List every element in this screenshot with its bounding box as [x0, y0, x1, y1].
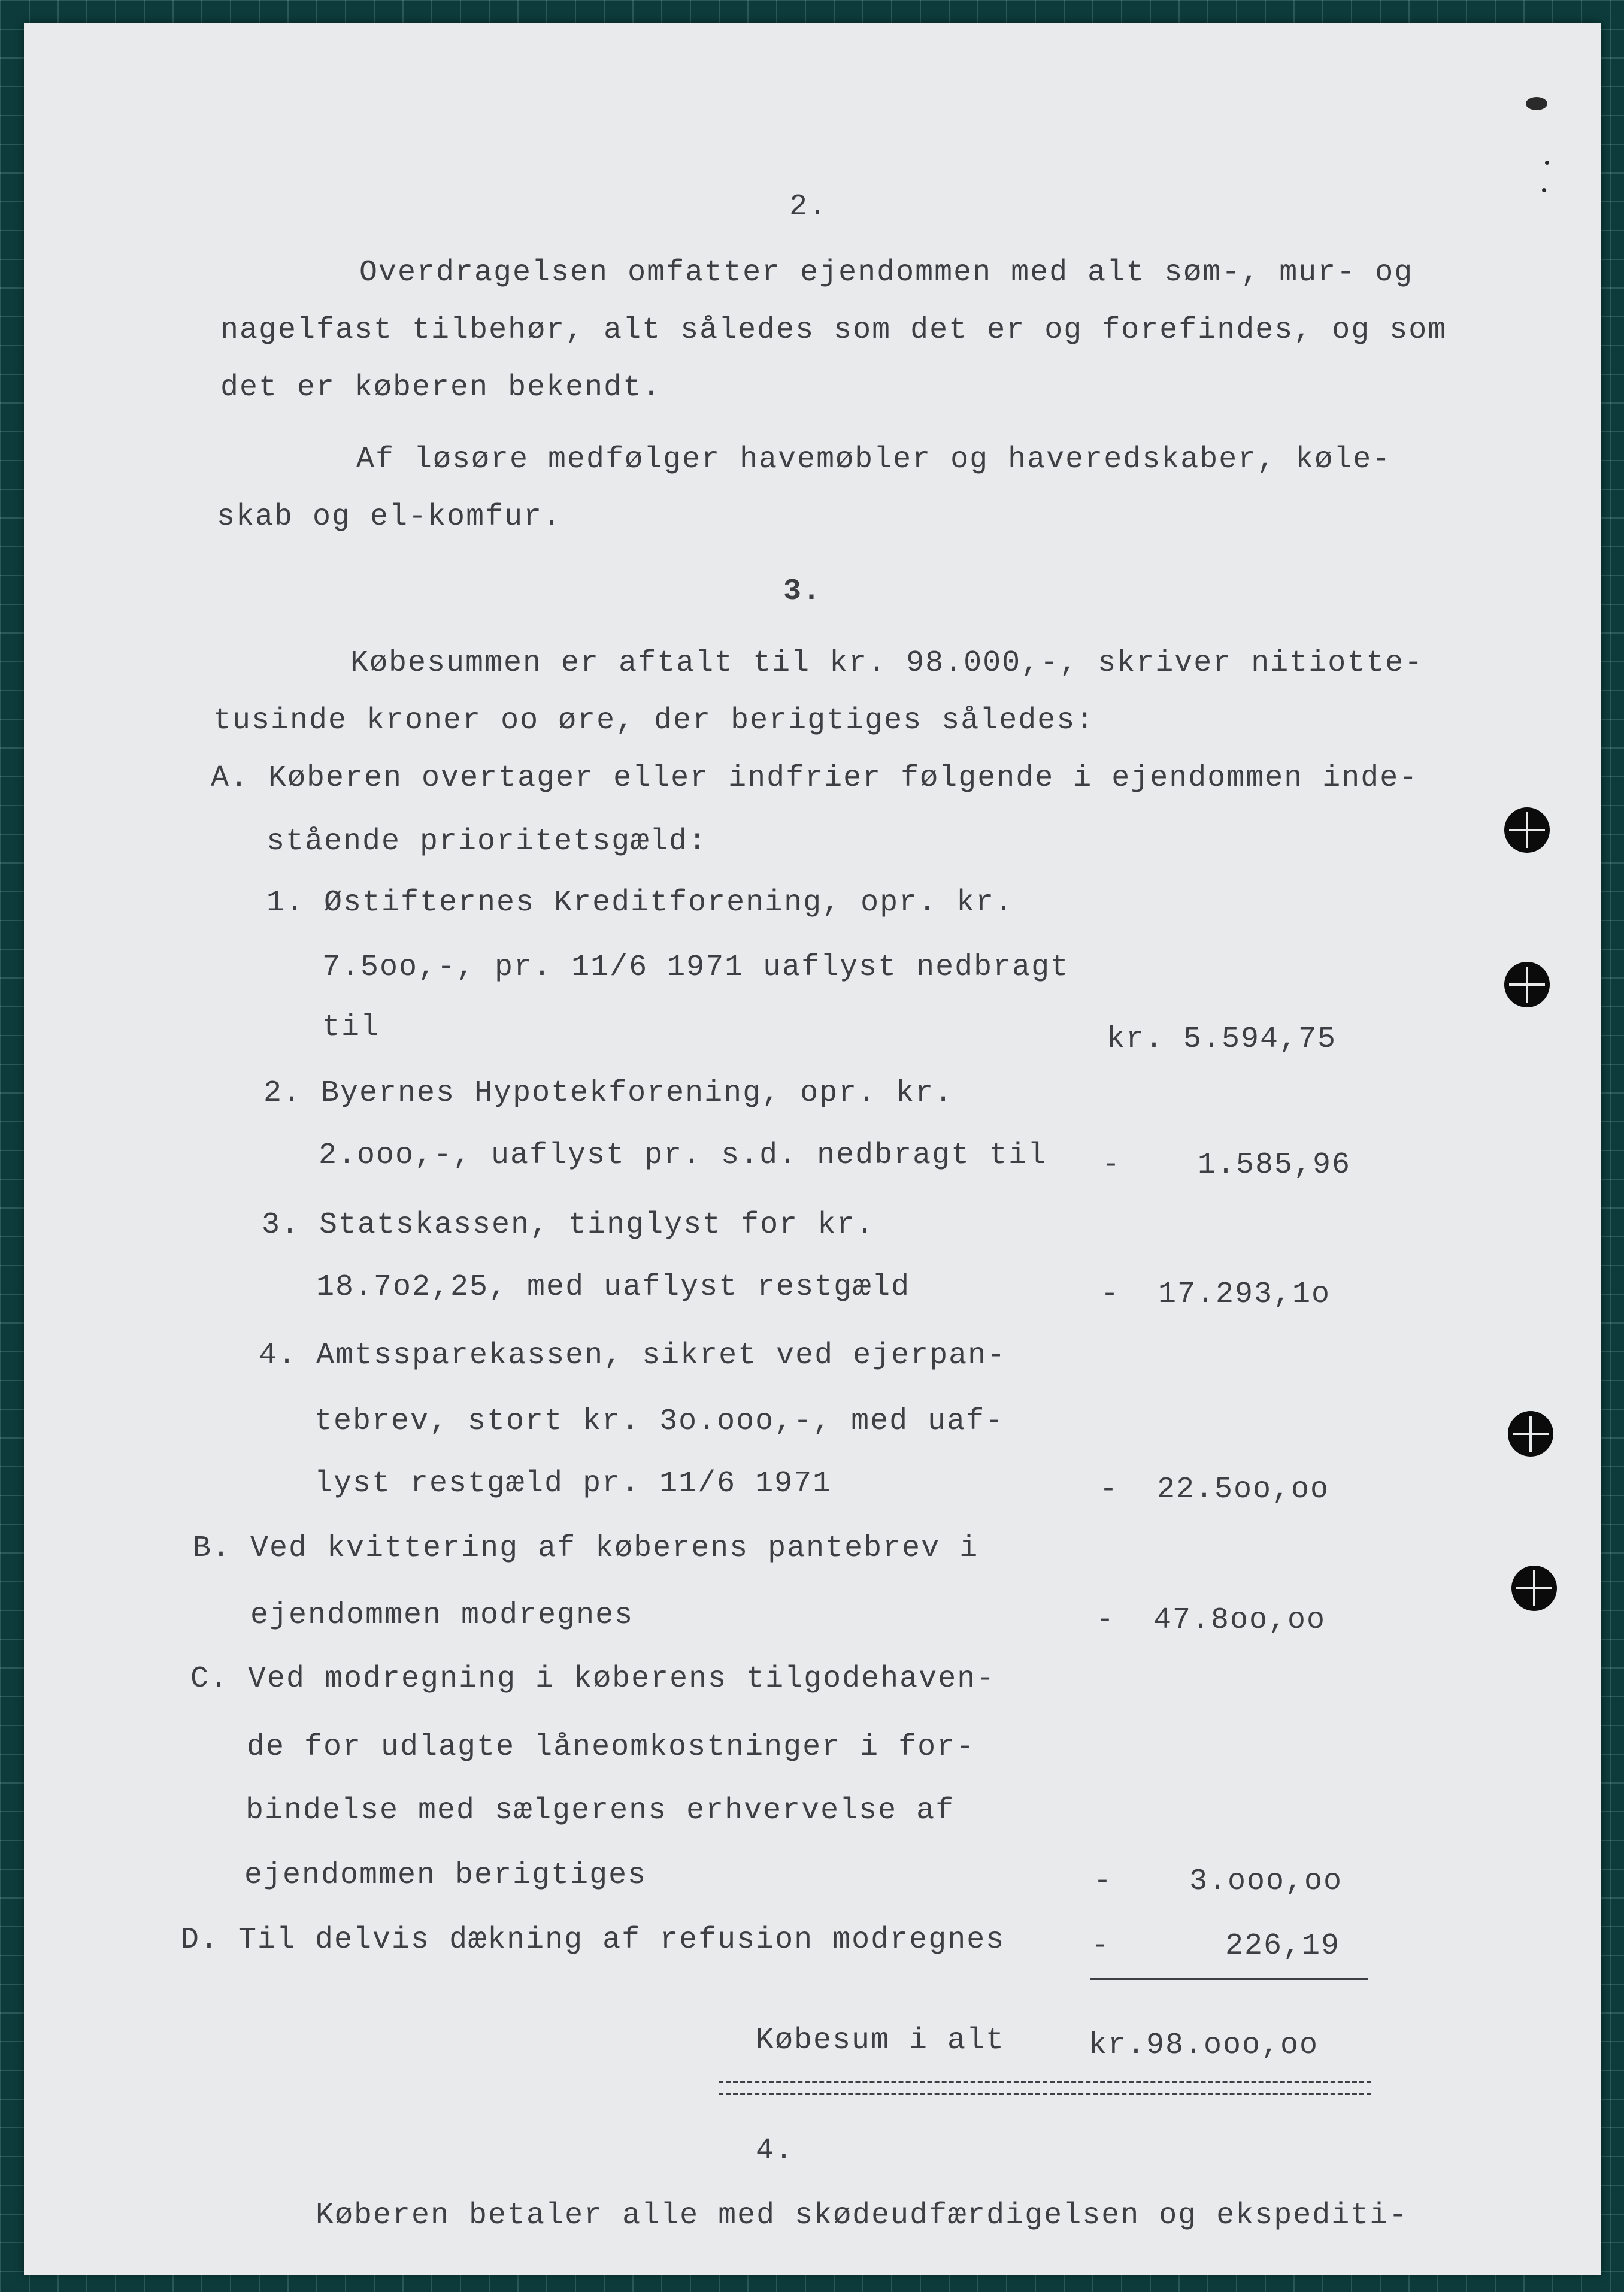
item-b-line1: B. Ved kvittering af køberens pantebrev i	[193, 1531, 979, 1566]
amount-c: - 3.ooo,oo	[1093, 1864, 1343, 1899]
sub4-line3: lyst restgæld pr. 11/6 1971	[314, 1467, 832, 1501]
amount-2: - 1.585,96	[1102, 1148, 1352, 1182]
item-a-line1: A. Køberen overtager eller indfrier følgende i ejendommen inde-	[211, 761, 1419, 795]
subtotal-rule	[1090, 1978, 1368, 1980]
amount-b: - 47.8oo,oo	[1096, 1603, 1326, 1637]
item-c-line4: ejendommen berigtiges	[244, 1858, 647, 1893]
sub1-line2: 7.5oo,-, pr. 11/6 1971 uaflyst nedbragt	[322, 950, 1070, 985]
amount-3: - 17.293,1o	[1101, 1277, 1331, 1312]
sub1-line1: 1. Østifternes Kreditforening, opr. kr.	[266, 886, 1014, 920]
document-page	[24, 23, 1601, 2275]
section-3-heading: 3.	[783, 574, 822, 608]
para3-line1: Købesummen er aftalt til kr. 98.000,-, skriver nitiotte-	[350, 646, 1424, 680]
section-4-heading: 4.	[756, 2134, 795, 2168]
sub2-line2: 2.ooo,-, uaflyst pr. s.d. nedbragt til	[319, 1139, 1047, 1173]
amount-d: - 226,19	[1091, 1929, 1341, 1963]
para3-line2: tusinde kroner oo øre, der berigtiges således:	[213, 704, 1095, 738]
page-number: 2.	[789, 190, 828, 224]
sub4-line1: 4. Amtssparekassen, sikret ved ejerpan-	[259, 1339, 1007, 1373]
punch-hole-2	[1504, 962, 1550, 1007]
sub3-line2: 18.7o2,25, med uaflyst restgæld	[316, 1270, 911, 1304]
para2-line2: skab og el-komfur.	[217, 500, 562, 534]
para1-line3: det er køberen bekendt.	[220, 371, 662, 405]
item-b-line2: ejendommen modregnes	[250, 1598, 634, 1633]
para1-line2: nagelfast tilbehør, alt således som det er og forefindes, og som	[220, 313, 1447, 347]
item-c-line3: bindelse med sælgerens erhvervelse af	[246, 1794, 955, 1828]
ink-speck	[1526, 97, 1547, 110]
punch-hole-3	[1508, 1411, 1553, 1457]
para1-line1: Overdragelsen omfatter ejendommen med alt søm-, mur- og	[359, 256, 1414, 290]
item-d: D. Til delvis dækning af refusion modregnes	[181, 1923, 1005, 1957]
sub3-line1: 3. Statskassen, tinglyst for kr.	[262, 1208, 875, 1242]
amount-1: kr. 5.594,75	[1107, 1022, 1337, 1056]
total-value: kr.98.ooo,oo	[1089, 2028, 1319, 2063]
item-a-line2: stående prioritetsgæld:	[266, 825, 708, 859]
item-c-line1: C. Ved modregning i køberens tilgodehaven-	[190, 1662, 996, 1696]
ink-speck	[1542, 188, 1546, 192]
amount-4: - 22.5oo,oo	[1099, 1473, 1330, 1507]
sub4-line2: tebrev, stort kr. 3o.ooo,-, med uaf-	[314, 1404, 1005, 1439]
sub1-line3: til	[322, 1010, 380, 1044]
total-double-dashed-rule	[719, 2081, 1371, 2095]
para4-line1: Køberen betaler alle med skødeudfærdigelsen og ekspediti-	[316, 2199, 1408, 2233]
punch-hole-4	[1511, 1566, 1557, 1611]
total-label: Købesum i alt	[756, 2024, 1005, 2058]
item-c-line2: de for udlagte låneomkostninger i for-	[247, 1730, 975, 1764]
sub2-line1: 2. Byernes Hypotekforening, opr. kr.	[263, 1076, 954, 1110]
para2-line1: Af løsøre medfølger havemøbler og haveredskaber, køle-	[356, 443, 1392, 477]
ink-speck	[1545, 161, 1549, 165]
punch-hole-1	[1504, 807, 1550, 853]
